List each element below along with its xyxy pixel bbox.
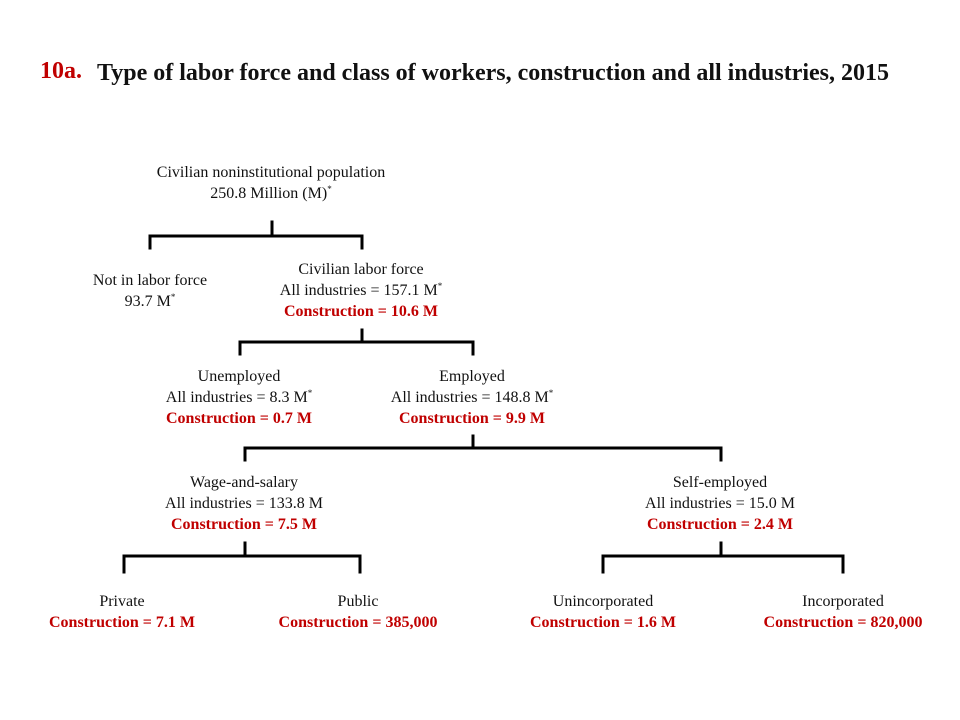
node-label: Unincorporated — [552, 593, 654, 610]
node-label: Public — [337, 593, 379, 610]
node-all-industries: All industries = 15.0 M — [645, 495, 795, 512]
node-construction: Construction = 2.4 M — [646, 516, 793, 533]
node-label: Private — [99, 593, 145, 610]
node-all-industries: All industries = 157.1 M* — [279, 281, 443, 299]
node-unincorporated — [530, 591, 676, 633]
node-label: Civilian noninstitutional population — [156, 164, 386, 181]
title-number: 10a. — [40, 58, 82, 84]
node-construction: Construction = 7.5 M — [170, 516, 317, 533]
footnote-mark: * — [307, 388, 313, 398]
node-private — [49, 591, 195, 633]
node-incorporated — [764, 591, 923, 633]
node-all-industries: All industries = 133.8 M — [165, 495, 323, 512]
node-construction: Construction = 9.9 M — [398, 410, 545, 427]
node-population — [157, 162, 385, 204]
node-label: Civilian labor force — [298, 261, 424, 278]
footnote-mark: * — [437, 281, 443, 291]
node-construction: Construction = 7.1 M — [49, 614, 195, 631]
node-construction: Construction = 820,000 — [763, 614, 923, 631]
node-unemployed — [166, 366, 312, 429]
node-label: Employed — [439, 368, 505, 385]
node-all-industries: All industries = 8.3 M* — [165, 388, 313, 406]
node-construction: Construction = 0.7 M — [165, 410, 312, 427]
node-construction: Construction = 385,000 — [278, 614, 438, 631]
node-construction: Construction = 10.6 M — [283, 303, 438, 320]
footnote-mark: * — [170, 292, 176, 302]
node-label: Unemployed — [197, 368, 281, 385]
node-employed — [391, 366, 553, 429]
node-all-industries: All industries = 148.8 M* — [390, 388, 554, 406]
node-public — [279, 591, 438, 633]
node-self-employed — [645, 472, 795, 535]
diagram-title: Type of labor force and class of workers, construction and all industries, 2015 — [97, 60, 890, 86]
node-value: 250.8 Million (M)* — [210, 184, 332, 202]
node-not-in-labor-force — [93, 270, 207, 312]
node-civilian-labor-force — [280, 259, 442, 322]
node-value: 93.7 M* — [124, 292, 176, 310]
node-wage-and-salary — [165, 472, 323, 535]
node-label: Self-employed — [672, 474, 768, 491]
footnote-mark: * — [327, 184, 332, 194]
node-label: Wage-and-salary — [190, 474, 298, 491]
node-construction: Construction = 1.6 M — [530, 614, 676, 631]
node-label: Not in labor force — [92, 272, 208, 289]
node-label: Incorporated — [802, 593, 884, 610]
footnote-mark: * — [548, 388, 554, 398]
